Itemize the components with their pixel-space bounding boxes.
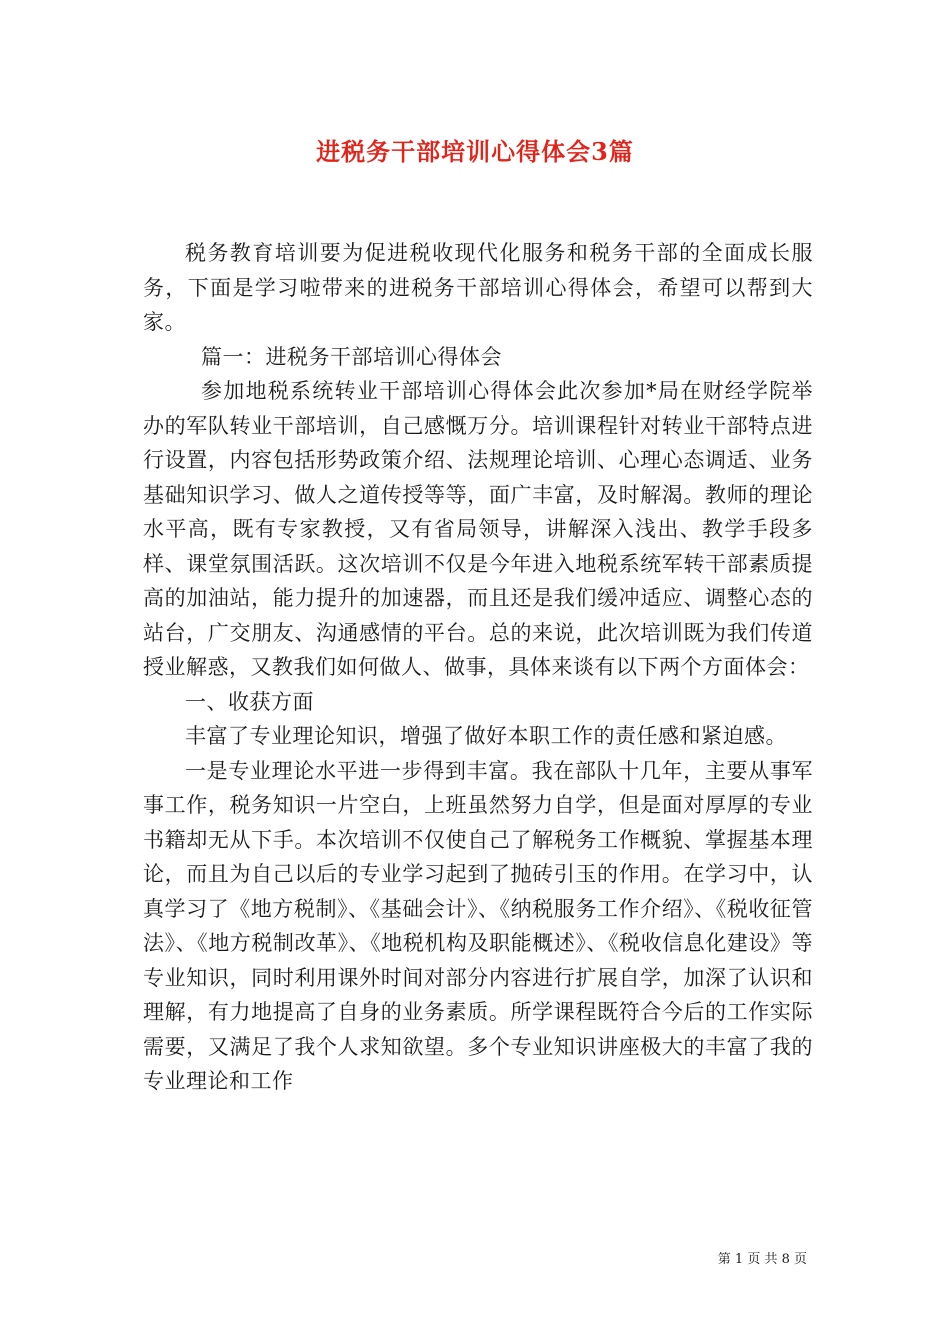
page-footer: 第 1 页 共 8 页 bbox=[717, 1252, 807, 1267]
body-paragraph: 一是专业理论水平进一步得到丰富。我在部队十几年，主要从事军事工作，税务知识一片空白，上班虽然努力自学，但是面对厚厚的专业书籍却无从下手。本次培训不仅使自己了解税务工作概貌、掌握基本理论，而且为自己以后的专业学习起到了抛砖引玉的作用。在学习中，认真学习了《地方税制》、《基础会计》、《纳税服务工作介绍》、《税收征管法》、《地方税制改革》、《地税机构及职能概述》、《税收信息化建设》等专业知识，同时利用课外时间对部分内容进行扩展自学，加深了认识和理解，有力地提高了自身的业务素质。所学课程既符合今后的工作实际需要，又满足了我个人求知欲望。多个专业知识讲座极大的丰富了我的专业理论和工作 bbox=[143, 758, 813, 1093]
document-body bbox=[143, 236, 813, 1099]
document-title: 进税务干部培训心得体会3篇 bbox=[316, 137, 634, 166]
section-heading: 篇一：进税务干部培训心得体会 bbox=[201, 344, 502, 369]
body-paragraph: 丰富了专业理论知识，增强了做好本职工作的责任感和紧迫感。 bbox=[185, 724, 787, 748]
subheading: 一、收获方面 bbox=[185, 689, 314, 714]
intro-paragraph: 税务教育培训要为促进税收现代化服务和税务干部的全面成长服务，下面是学习啦带来的进税务干部培训心得体会，希望可以帮到大家。 bbox=[143, 241, 813, 334]
body-paragraph: 参加地税系统转业干部培训心得体会此次参加*局在财经学院举办的军队转业干部培训，自己感慨万分。培训课程针对转业干部特点进行设置，内容包括形势政策介绍、法规理论培训、心理心态调适、业务基础知识学习、做人之道传授等等，面广丰富，及时解渴。教师的理论水平高，既有专家教授，又有省局领导，讲解深入浅出、教学手段多样、课堂氛围活跃。这次培训不仅是今年进入地税系统军转干部素质提高的加油站，能力提升的加速器，而且还是我们缓冲适应、调整心态的站台，广交朋友、沟通感情的平台。总的来说，此次培训既为我们传道授业解惑，又教我们如何做人、做事，具体来谈有以下两个方面体会： bbox=[143, 379, 813, 679]
